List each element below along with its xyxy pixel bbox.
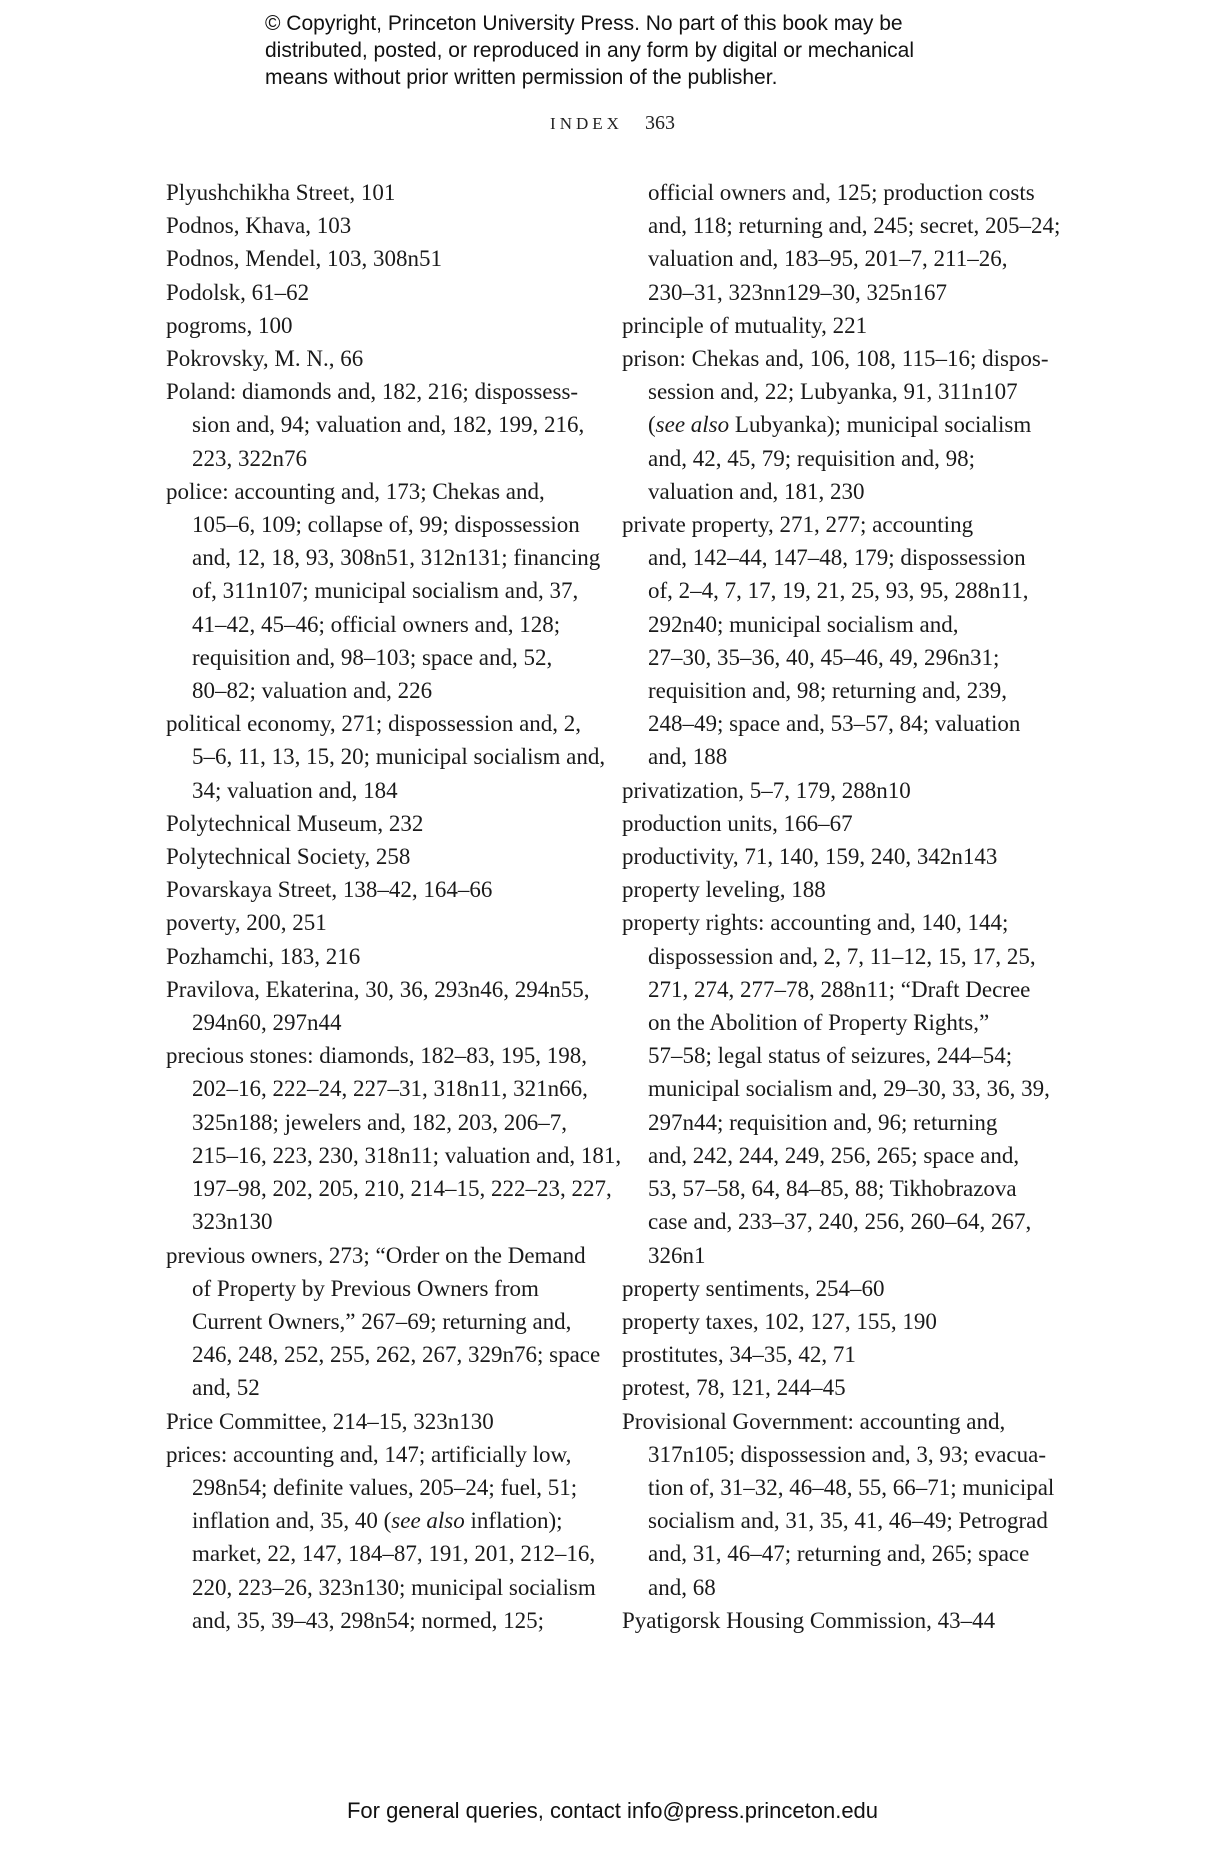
index-entry-line: prices: accounting and, 147; artificially low,: [166, 1441, 572, 1467]
copyright-line: © Copyright, Princeton University Press. No part of this book may be: [265, 12, 903, 35]
index-entry: [166, 342, 586, 375]
index-entry: [166, 309, 586, 342]
index-entry: [622, 176, 1061, 309]
index-entry-line: 297n44; requisition and, 96; returning: [648, 1109, 998, 1135]
index-entry-line: 5–6, 11, 13, 15, 20; municipal socialism and,: [192, 744, 606, 770]
index-entry-line: 215–16, 223, 230, 318n11; valuation and, 181,: [192, 1142, 622, 1168]
index-entry-line: of, 311n107; municipal socialism and, 37,: [192, 578, 579, 604]
index-entry-line: 220, 223–26, 323n130; municipal socialism: [192, 1574, 596, 1600]
index-entry: [622, 906, 1050, 1271]
index-entry-line: Poland: diamonds and, 182, 216; dispossess-: [166, 379, 579, 405]
index-entry-line: on the Abolition of Property Rights,”: [648, 1010, 990, 1036]
index-entry-line: 27–30, 35–36, 40, 45–46, 49, 296n31;: [648, 644, 1000, 670]
index-entry-line: Podnos, Mendel, 103, 308n51: [166, 246, 442, 272]
index-entry-line: Price Committee, 214–15, 323n130: [166, 1408, 494, 1434]
index-entry: [166, 707, 606, 807]
index-entry-line: Provisional Government: accounting and,: [622, 1408, 1006, 1434]
index-entry-line: 223, 322n76: [192, 445, 307, 471]
index-entry-line: Polytechnical Museum, 232: [166, 810, 424, 836]
index-entry-line: and, 118; returning and, 245; secret, 205–24;: [648, 213, 1061, 239]
index-entry-line: Pozhamchi, 183, 216: [166, 943, 361, 969]
index-entry-line: protest, 78, 121, 244–45: [622, 1375, 846, 1401]
index-entry-line: property sentiments, 254–60: [622, 1275, 885, 1301]
index-entry-line: sion and, 94; valuation and, 182, 199, 216,: [192, 412, 585, 438]
index-entry-line: prostitutes, 34–35, 42, 71: [622, 1342, 856, 1368]
index-entry: [166, 1239, 601, 1405]
index-entry-line: official owners and, 125; production costs: [648, 180, 1035, 205]
index-entry-line: property taxes, 102, 127, 155, 190: [622, 1308, 937, 1334]
index-entry-line: session and, 22; Lubyanka, 91, 311n107: [648, 379, 1018, 405]
running-head: [0, 112, 1225, 135]
index-entry-line: inflation and, 35, 40 (see also inflation);: [192, 1508, 563, 1534]
index-entry-line: tion of, 31–32, 46–48, 55, 66–71; municipal: [648, 1474, 1055, 1500]
index-entry-line: and, 68: [648, 1574, 716, 1600]
index-entry: [166, 807, 586, 840]
index-entry-line: and, 35, 39–43, 298n54; normed, 125;: [192, 1607, 544, 1633]
index-entry: [622, 1272, 1042, 1305]
footer-contact: For general queries, contact info@press.princeton.edu: [346, 1798, 879, 1823]
index-entry-line: and, 31, 46–47; returning and, 265; space: [648, 1541, 1030, 1567]
index-entry: [622, 1405, 1055, 1604]
index-entry-line: socialism and, 31, 35, 41, 46–49; Petrograd: [648, 1508, 1048, 1534]
index-entry-line: 34; valuation and, 184: [192, 777, 398, 803]
index-entry-line: 57–58; legal status of seizures, 244–54;: [648, 1043, 1013, 1069]
index-entry-line: pogroms, 100: [166, 312, 293, 338]
index-entry-line: precious stones: diamonds, 182–83, 195, 198,: [166, 1043, 587, 1069]
copyright-line: means without prior written permission of the publisher.: [265, 66, 778, 89]
index-entry-line: Povarskaya Street, 138–42, 164–66: [166, 877, 493, 903]
index-entry: [166, 1405, 586, 1438]
index-entry-line: property leveling, 188: [622, 877, 826, 903]
index-entry-line: principle of mutuality, 221: [622, 312, 868, 338]
index-entry-line: municipal socialism and, 29–30, 33, 36, 39,: [648, 1076, 1050, 1102]
index-entry-line: 323n130: [192, 1209, 273, 1235]
index-entry-line: poverty, 200, 251: [166, 910, 327, 936]
index-entry-line: and, 12, 18, 93, 308n51, 312n131; financing: [192, 545, 601, 571]
index-entry: [166, 973, 590, 1039]
index-entry-line: prison: Chekas and, 106, 108, 115–16; dispos-: [622, 346, 1049, 372]
index-entry: [166, 375, 586, 475]
index-entry-line: and, 188: [648, 744, 728, 770]
index-entry: [166, 209, 586, 242]
index-entry: [166, 1039, 622, 1238]
index-entry-line: and, 242, 244, 249, 256, 265; space and,: [648, 1142, 1020, 1168]
index-entry-line: 325n188; jewelers and, 182, 203, 206–7,: [192, 1109, 567, 1135]
index-entry-line: 53, 57–58, 64, 84–85, 88; Tikhobrazova: [648, 1176, 1017, 1202]
index-entry-line: of Property by Previous Owners from: [192, 1275, 539, 1301]
index-entry-line: Pravilova, Ekaterina, 30, 36, 293n46, 294n55,: [166, 976, 590, 1002]
index-entry-line: requisition and, 98; returning and, 239,: [648, 678, 1007, 704]
index-entry: [622, 508, 1042, 774]
page-number: 363: [644, 112, 675, 134]
index-entry-line: valuation and, 183–95, 201–7, 211–26,: [648, 246, 1008, 272]
index-entry-line: 197–98, 202, 205, 210, 214–15, 222–23, 227,: [192, 1176, 612, 1202]
index-entry-line: and, 142–44, 147–48, 179; dispossession: [648, 545, 1026, 571]
index-entry-line: 248–49; space and, 53–57, 84; valuation: [648, 711, 1021, 737]
index-entry-line: police: accounting and, 173; Chekas and,: [166, 478, 545, 504]
index-entry: [166, 873, 586, 906]
index-entry-line: valuation and, 181, 230: [648, 478, 865, 504]
index-entry-line: Podolsk, 61–62: [166, 279, 310, 305]
index-entry-line: 41–42, 45–46; official owners and, 128;: [192, 611, 561, 637]
index-entry-line: 230–31, 323nn129–30, 325n167: [648, 279, 947, 305]
index-entry: [622, 1371, 1042, 1404]
index-entry: [166, 840, 586, 873]
copyright-notice: [265, 10, 1025, 91]
running-head-label: INDEX: [550, 114, 623, 133]
index-entry-line: productivity, 71, 140, 159, 240, 342n143: [622, 844, 998, 870]
index-entry-line: private property, 271, 277; accounting: [622, 512, 974, 538]
index-entry: [622, 807, 1042, 840]
index-entry: [622, 1338, 1042, 1371]
index-entry: [622, 774, 1042, 807]
index-entry: [622, 1604, 1042, 1637]
index-entry: [622, 1305, 1042, 1338]
index-entry-line: Pokrovsky, M. N., 66: [166, 346, 364, 372]
index-entry: [166, 475, 601, 707]
index-entry: [166, 906, 586, 939]
index-entry-line: requisition and, 98–103; space and, 52,: [192, 644, 553, 670]
index-entry-line: 292n40; municipal socialism and,: [648, 611, 959, 637]
index-entry-line: and, 42, 45, 79; requisition and, 98;: [648, 445, 976, 471]
index-entry: [622, 309, 1042, 342]
index-entry: [166, 940, 586, 973]
index-entry-line: case and, 233–37, 240, 256, 260–64, 267,: [648, 1209, 1032, 1235]
index-entry: [166, 1438, 596, 1637]
index-entry-line: of, 2–4, 7, 17, 19, 21, 25, 93, 95, 288n11,: [648, 578, 1029, 604]
index-entry-line: 298n54; definite values, 205–24; fuel, 51;: [192, 1474, 578, 1500]
index-entry-line: privatization, 5–7, 179, 288n10: [622, 777, 911, 803]
index-entry-line: 105–6, 109; collapse of, 99; dispossession: [192, 512, 580, 538]
index-entry-line: 294n60, 297n44: [192, 1010, 342, 1036]
copyright-line: distributed, posted, or reproduced in any form by digital or mechanical: [265, 39, 915, 62]
index-entry-line: political economy, 271; dispossession and, 2,: [166, 711, 582, 737]
index-entry: [166, 176, 586, 209]
index-entry-line: dispossession and, 2, 7, 11–12, 15, 17, 25,: [648, 943, 1036, 969]
index-entry-line: production units, 166–67: [622, 810, 853, 836]
index-entry: [622, 342, 1049, 508]
index-entry: [622, 840, 1042, 873]
index-column-right: [622, 176, 1061, 1637]
index-entry-line: 317n105; dispossession and, 3, 93; evacua-: [648, 1441, 1046, 1467]
index-entry-line: previous owners, 273; “Order on the Demand: [166, 1242, 586, 1268]
index-entry-line: Current Owners,” 267–69; returning and,: [192, 1308, 572, 1334]
index-entry-line: property rights: accounting and, 140, 144;: [622, 910, 1009, 936]
index-entry-line: market, 22, 147, 184–87, 191, 201, 212–16,: [192, 1541, 596, 1567]
index-entry-line: 326n1: [648, 1242, 706, 1268]
index-entry-line: 246, 248, 252, 255, 262, 267, 329n76; space: [192, 1342, 601, 1368]
index-entry-line: and, 52: [192, 1375, 260, 1401]
index-entry: [166, 276, 586, 309]
index-entry-line: (see also Lubyanka); municipal socialism: [648, 412, 1032, 438]
index-entry-line: 80–82; valuation and, 226: [192, 678, 433, 704]
index-column-left: [166, 176, 622, 1637]
index-entry: [166, 242, 586, 275]
index-entry-line: Pyatigorsk Housing Commission, 43–44: [622, 1607, 996, 1633]
index-entry-line: Polytechnical Society, 258: [166, 844, 411, 870]
index-entry: [622, 873, 1042, 906]
index-entry-line: 271, 274, 277–78, 288n11; “Draft Decree: [648, 976, 1031, 1002]
index-entry-line: Podnos, Khava, 103: [166, 213, 352, 239]
index-entry-line: 202–16, 222–24, 227–31, 318n11, 321n66,: [192, 1076, 588, 1102]
index-entry-line: Plyushchikha Street, 101: [166, 180, 396, 205]
